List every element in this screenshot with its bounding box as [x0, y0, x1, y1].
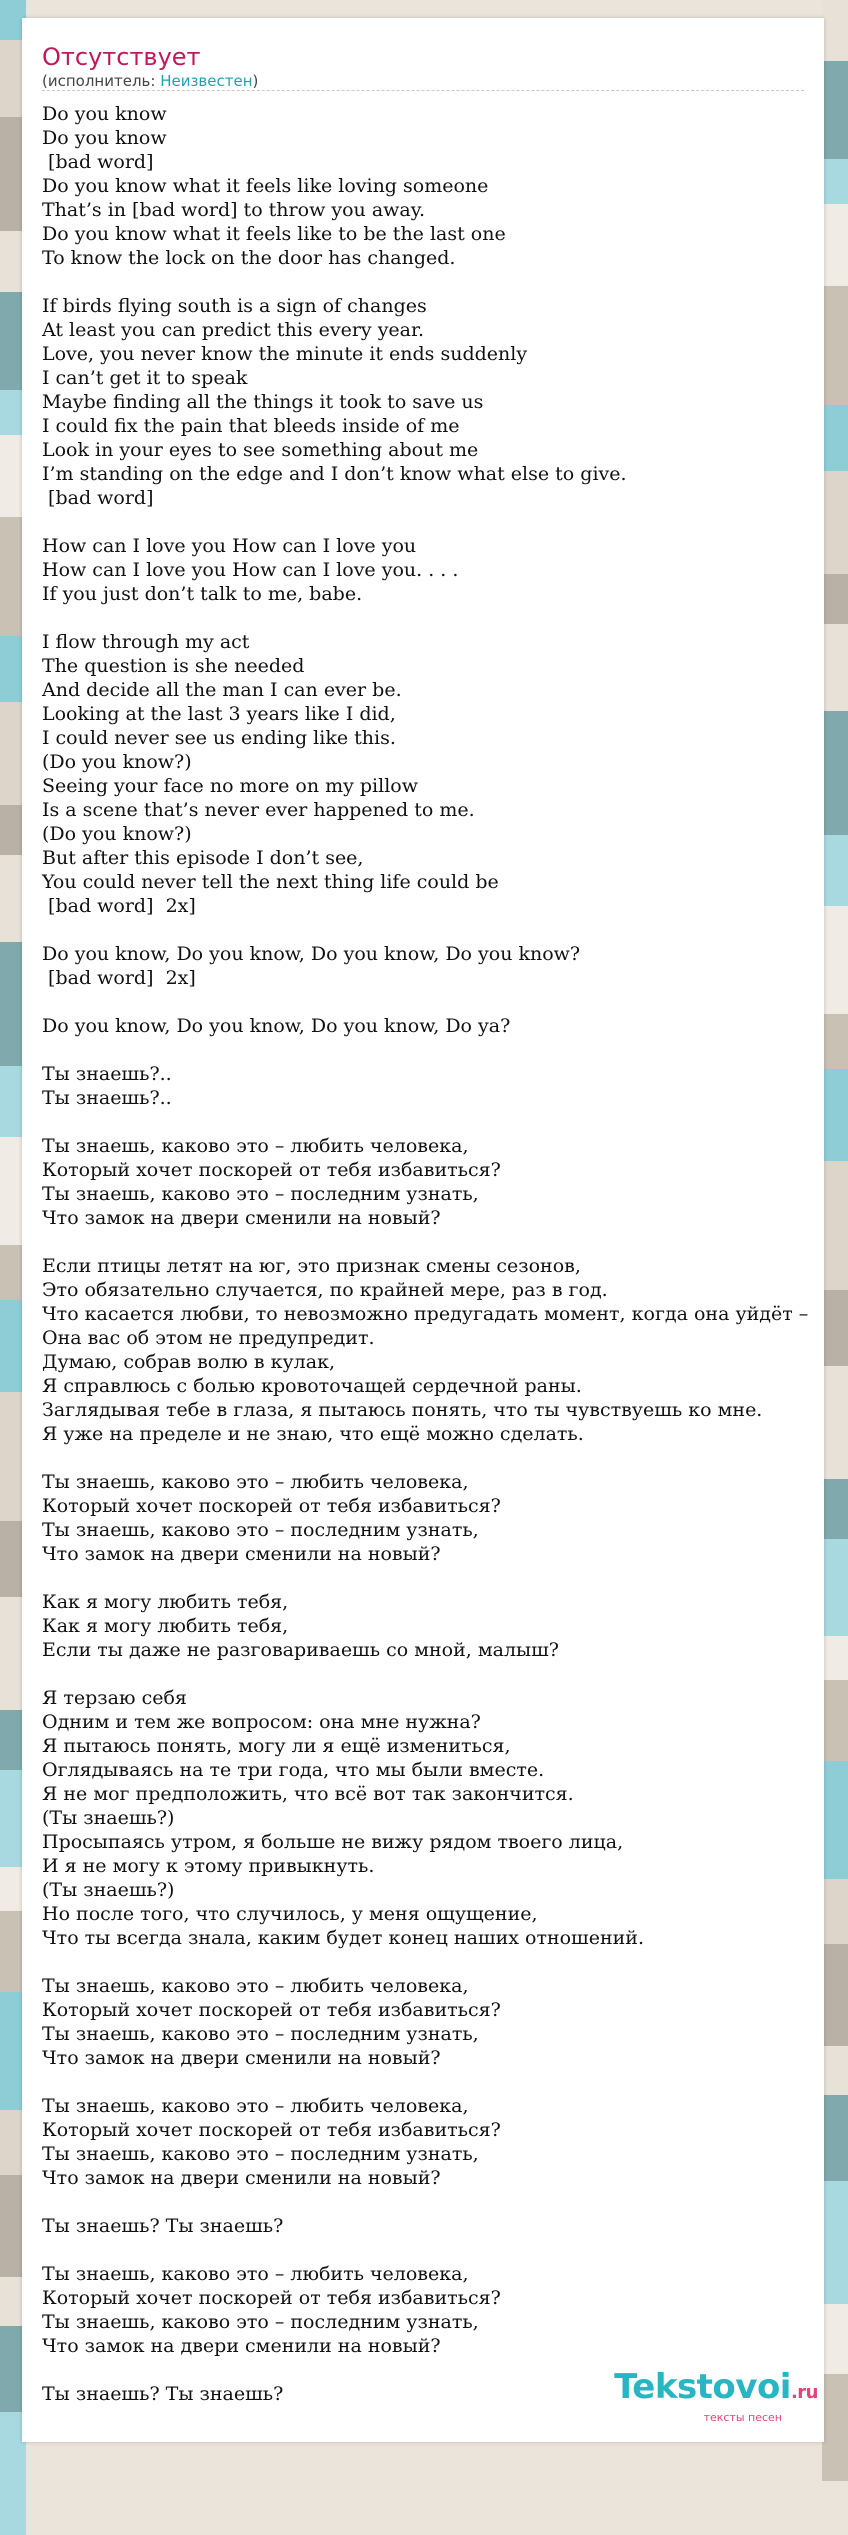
lyric-line: Но после того, что случилось, у меня ощущение, — [42, 1903, 538, 1925]
stripe-band — [822, 159, 848, 204]
lyric-line: Seeing your face no more on my pillow — [42, 775, 418, 797]
stripe-band — [822, 61, 848, 159]
lyric-line: But after this episode I don’t see, — [42, 847, 364, 869]
lyric-line: Я терзаю себя — [42, 1687, 187, 1709]
lyric-line: Что замок на двери сменили на новый? — [42, 1543, 441, 1565]
lyric-line: Do you know, Do you know, Do you know, Do ya? — [42, 1015, 511, 1037]
artist-line — [42, 70, 258, 92]
lyric-line: Я уже на пределе и не знаю, что ещё можно сделать. — [42, 1423, 584, 1445]
lyric-line: Что ты всегда знала, каким будет конец наших отношений. — [42, 1927, 644, 1949]
lyric-line: [bad word] 2x] — [42, 967, 196, 989]
lyric-line: Ты знаешь, каково это – последним узнать, — [42, 2023, 479, 2045]
stripe-band — [822, 2304, 848, 2374]
lyric-line — [42, 1566, 824, 1590]
stripe-band — [822, 2095, 848, 2181]
logo-main-text: Tekstovoi — [614, 2367, 791, 2407]
lyric-line: Если птицы летят на юг, это признак смены сезонов, — [42, 1255, 581, 1277]
lyric-line: Просыпаясь утром, я больше не вижу рядом твоего лица, — [42, 1831, 624, 1853]
lyric-line: Это обязательно случается, по крайней мере, раз в год. — [42, 1279, 608, 1301]
lyric-line: At least you can predict this every year. — [42, 319, 425, 341]
lyric-line: I could never see us ending like this. — [42, 727, 396, 749]
lyric-line: Я пытаюсь понять, могу ли я ещё измениться, — [42, 1735, 511, 1757]
stripe-band — [822, 286, 848, 405]
lyric-line: I flow through my act — [42, 631, 250, 653]
lyric-line: (Do you know?) — [42, 823, 192, 845]
lyric-line: Do you know what it feels like to be the last one — [42, 223, 506, 245]
lyric-line — [42, 1662, 824, 1686]
lyric-line: (Do you know?) — [42, 751, 192, 773]
lyric-line: Что замок на двери сменили на новый? — [42, 1207, 441, 1229]
lyric-line: That’s in [bad word] to throw you away. — [42, 199, 425, 221]
lyrics-card — [22, 18, 824, 2442]
stripe-band — [822, 2374, 848, 2481]
lyric-line: Как я могу любить тебя, — [42, 1591, 289, 1613]
stripe-band — [822, 1680, 848, 1761]
lyric-line: Do you know — [42, 127, 167, 149]
lyric-line: Look in your eyes to see something about me — [42, 439, 479, 461]
lyric-line: If birds flying south is a sign of changes — [42, 295, 427, 317]
stripe-band — [822, 471, 848, 574]
artist-prefix: (исполнитель: — [42, 72, 161, 90]
lyric-line: Что касается любви, то невозможно предугадать момент, когда она уйдёт – — [42, 1303, 809, 1325]
lyric-line: Как я могу любить тебя, — [42, 1615, 289, 1637]
lyric-line: Ты знаешь? Ты знаешь? — [42, 2215, 284, 2237]
song-title: Отсутствует — [42, 43, 201, 71]
lyric-line: Который хочет поскорей от тебя избавиться? — [42, 2287, 501, 2309]
lyric-line — [42, 1110, 824, 1134]
lyric-line: Одним и тем же вопросом: она мне нужна? — [42, 1711, 481, 1733]
stripe-band — [822, 1944, 848, 2046]
stripe-band — [822, 1636, 848, 1680]
lyric-line — [42, 1950, 824, 1974]
artist-link[interactable]: Неизвестен — [160, 72, 253, 90]
lyric-line: I’m standing on the edge and I don’t know what else to give. — [42, 463, 627, 485]
artist-suffix: ) — [252, 72, 259, 90]
lyric-line: Ты знаешь? Ты знаешь? — [42, 2383, 284, 2405]
lyric-line: Ты знаешь?.. — [42, 1063, 172, 1085]
lyric-line: Который хочет поскорей от тебя избавиться? — [42, 2119, 501, 2141]
stripe-band — [822, 1069, 848, 1161]
lyric-line: (Ты знаешь?) — [42, 1879, 175, 1901]
lyrics-text — [42, 102, 824, 2406]
stripe-band — [822, 0, 848, 61]
logo-tld-text: .ru — [790, 2382, 818, 2403]
lyric-line: If you just don’t talk to me, babe. — [42, 583, 363, 605]
stripe-band — [822, 574, 848, 624]
lyric-line: Looking at the last 3 years like I did, — [42, 703, 396, 725]
site-logo[interactable] — [614, 2368, 818, 2424]
lyric-line: Ты знаешь, каково это – любить человека, — [42, 1975, 469, 1997]
lyric-line — [42, 990, 824, 1014]
lyric-line: [bad word] 2x] — [42, 895, 196, 917]
stripe-band — [822, 1479, 848, 1539]
stripe-band — [822, 1879, 848, 1944]
stripe-band — [822, 1161, 848, 1290]
lyric-line: Ты знаешь, каково это – любить человека, — [42, 2263, 469, 2285]
lyric-line — [42, 1446, 824, 1470]
lyric-line: The question is she needed — [42, 655, 305, 677]
lyric-line: Она вас об этом не предупредит. — [42, 1327, 375, 1349]
lyric-line: Ты знаешь, каково это – последним узнать, — [42, 2143, 479, 2165]
lyric-line: Что замок на двери сменили на новый? — [42, 2047, 441, 2069]
stripe-band — [822, 711, 848, 835]
stripe-band — [822, 2046, 848, 2095]
lyric-line: Ты знаешь, каково это – последним узнать, — [42, 1519, 479, 1541]
lyric-line: [bad word] — [42, 487, 154, 509]
lyric-line: (Ты знаешь?) — [42, 1807, 175, 1829]
lyric-line — [42, 1230, 824, 1254]
stripe-band — [822, 1366, 848, 1479]
lyric-line: Is a scene that’s never ever happened to me. — [42, 799, 475, 821]
stripe-band — [822, 835, 848, 906]
stripe-band — [822, 204, 848, 286]
lyric-line: Я не мог предположить, что всё вот так закончится. — [42, 1783, 574, 1805]
right-stripe-column — [822, 0, 848, 2457]
lyric-line: Заглядывая тебе в глаза, я пытаюсь понять, что ты чувствуешь ко мне. — [42, 1399, 763, 1421]
lyric-line: Который хочет поскорей от тебя избавиться? — [42, 1999, 501, 2021]
lyric-line — [42, 510, 824, 534]
lyric-line: Ты знаешь?.. — [42, 1087, 172, 1109]
lyric-line: Что замок на двери сменили на новый? — [42, 2335, 441, 2357]
lyric-line: And decide all the man I can ever be. — [42, 679, 402, 701]
stripe-band — [822, 1014, 848, 1069]
lyric-line: И я не могу к этому привыкнуть. — [42, 1855, 375, 1877]
lyric-line — [42, 918, 824, 942]
lyric-line: To know the lock on the door has changed. — [42, 247, 456, 269]
lyric-line: How can I love you How can I love you. . . . — [42, 559, 459, 581]
lyric-line — [42, 270, 824, 294]
lyric-line: Ты знаешь, каково это – любить человека, — [42, 1471, 469, 1493]
lyric-line: Do you know what it feels like loving someone — [42, 175, 489, 197]
lyric-line: Думаю, собрав волю в кулак, — [42, 1351, 335, 1373]
lyric-line: Ты знаешь, каково это – любить человека, — [42, 1135, 469, 1157]
lyric-line: You could never tell the next thing life could be — [42, 871, 499, 893]
lyric-line: Что замок на двери сменили на новый? — [42, 2167, 441, 2189]
lyric-line: Love, you never know the minute it ends suddenly — [42, 343, 528, 365]
lyric-line — [42, 1038, 824, 1062]
lyric-line: Если ты даже не разговариваешь со мной, малыш? — [42, 1639, 559, 1661]
lyric-line — [42, 606, 824, 630]
stripe-band — [822, 2181, 848, 2304]
stripe-band — [822, 1761, 848, 1879]
lyric-line: Оглядываясь на те три года, что мы были вместе. — [42, 1759, 545, 1781]
stripe-band — [822, 1539, 848, 1636]
lyric-line: Maybe finding all the things it took to save us — [42, 391, 484, 413]
lyric-line: I could fix the pain that bleeds inside of me — [42, 415, 460, 437]
stripe-band — [822, 906, 848, 1014]
lyric-line — [42, 2190, 824, 2214]
logo-tagline: тексты песен — [703, 2411, 782, 2424]
lyric-line: [bad word] — [42, 151, 154, 173]
lyric-line: How can I love you How can I love you — [42, 535, 417, 557]
lyric-line — [42, 2238, 824, 2262]
lyric-line: Do you know, Do you know, Do you know, Do you know? — [42, 943, 581, 965]
lyric-line — [42, 2070, 824, 2094]
stripe-band — [822, 1290, 848, 1366]
title-divider — [42, 90, 804, 91]
lyric-line: Который хочет поскорей от тебя избавиться? — [42, 1495, 501, 1517]
lyric-line: Ты знаешь, каково это – последним узнать, — [42, 1183, 479, 1205]
lyric-line: Ты знаешь, каково это – последним узнать, — [42, 2311, 479, 2333]
lyric-line: Который хочет поскорей от тебя избавиться? — [42, 1159, 501, 1181]
lyric-line: Ты знаешь, каково это – любить человека, — [42, 2095, 469, 2117]
lyric-line: I can’t get it to speak — [42, 367, 248, 389]
stripe-band — [822, 624, 848, 711]
lyric-line: Do you know — [42, 103, 167, 125]
stripe-band — [822, 405, 848, 471]
lyric-line: Я справлюсь с болью кровоточащей сердечной раны. — [42, 1375, 582, 1397]
